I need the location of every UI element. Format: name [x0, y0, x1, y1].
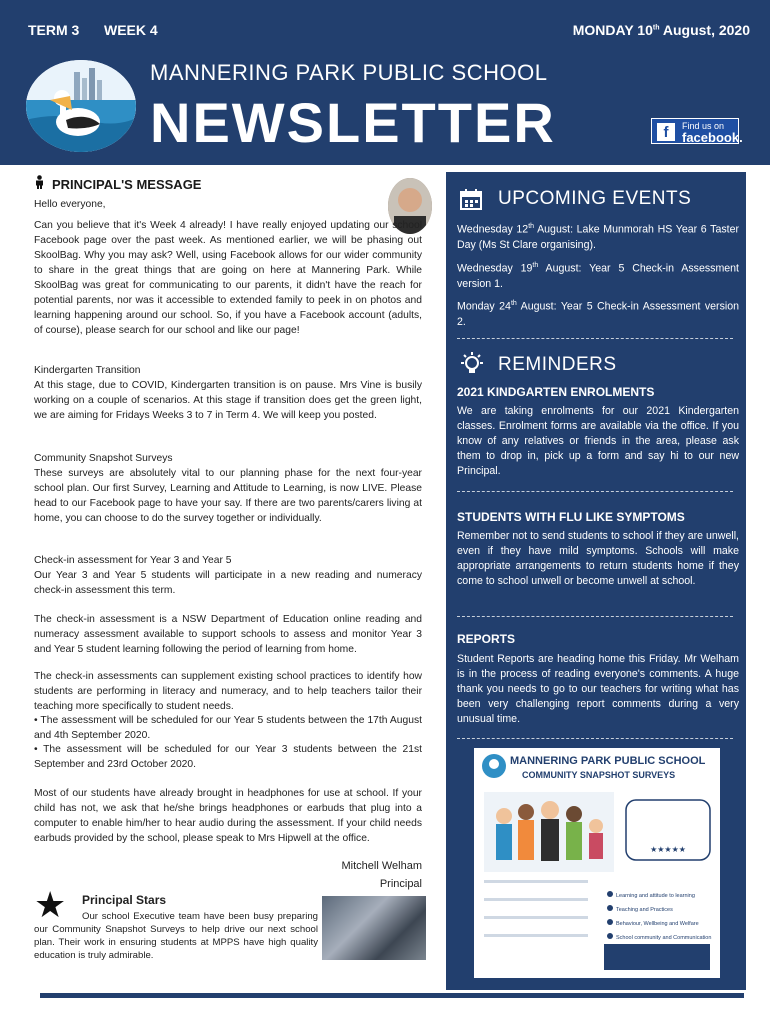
divider	[457, 491, 733, 492]
community-surveys-title: Community Snapshot Surveys	[34, 453, 173, 464]
check-in-title: Check-in assessment for Year 3 and Year 5	[34, 555, 232, 566]
check-in-paragraph-2: The check-in assessment is a NSW Department of Education online reading and numeracy assessment available to support schools to assess and monitor Year 3 and Year 5 student learning following the period of learning from home.	[34, 614, 422, 655]
term-label: TERM 3	[28, 22, 80, 38]
check-in-paragraph-3: The check-in assessments can supplement existing school practices to identify how students are performing in literacy and numeracy, and to help teachers tailor their teaching more specifically to student needs.	[34, 671, 422, 712]
signature-role: Principal	[379, 878, 422, 890]
kinder-enrolments-body: We are taking enrolments for our 2021 Kindergarten classes. Enrolment forms are available via the office. If you know of any relatives or friends in the area, please ask them to drop in, pick up a form and say hi to our new Principal.	[457, 405, 739, 477]
lightbulb-icon	[460, 352, 484, 382]
kindergarten-transition-title: Kindergarten Transition	[34, 365, 141, 376]
person-icon	[34, 175, 46, 192]
facebook-find-us: Find us on	[682, 121, 725, 131]
kindergarten-transition-body: At this stage, due to COVID, Kindergarten transition is on pause. Mrs Vine is busily working on a couple of scenarios. At this stage if transition does get the green light, we are aiming for Fridays Weeks 3 to 7 in Term 4. We will keep you posted.	[34, 380, 422, 421]
footer-rule	[40, 993, 744, 998]
star-icon: ★	[34, 884, 67, 925]
principal-paragraph-1: Can you believe that it's Week 4 already! I have really enjoyed updating our school Facebook page over the past week. As mentioned earlier, we will be phasing out SkoolBag. Why you may ask? Well, using Facebook allows for our wider community to share in the great things that are going on here at Mannering Park. While SkoolBag was great for communicating to our parents, it didn't have the reach for potential parents, nor was it accessible to extended family to peek in on photos and learning happening around our school. So, if you have a Facebook account (adults, of course), please search for our school and like our page!	[34, 220, 422, 336]
check-in-bullet-1: • The assessment will be scheduled for our Year 5 students between the 17th August and 4th September 2020.	[34, 715, 422, 741]
reports-body: Student Reports are heading home this Friday. Mr Welham is in the process of reading everyone's comments. A huge thank you needs to go to our teachers for writing what has been very challenging report comments during a very unusual time.	[457, 653, 739, 725]
check-in-bullet-2: • The assessment will be scheduled for our Year 3 students between the 21st September and 23rd October 2020.	[34, 744, 422, 770]
poster-title: COMMUNITY SNAPSHOT SURVEYS	[522, 770, 676, 780]
executive-team-photo	[322, 896, 426, 960]
reminders-heading: REMINDERS	[498, 354, 617, 375]
poster-topic: Behaviour, Wellbeing and Welfare	[616, 921, 699, 927]
flu-symptoms-body: Remember not to send students to school if they are unwell, even if they have mild symptoms. Schools will make appropriate arrangements to return students home if they come to school unwell or become unwell at school.	[457, 530, 739, 587]
facebook-icon: f	[657, 123, 675, 141]
calendar-icon	[460, 188, 482, 216]
newsletter-title: NEWSLETTER	[150, 91, 556, 154]
event-3: Monday 24th August: Year 5 Check-in Assessment version 2.	[457, 300, 740, 328]
poster-topic: Teaching and Practices	[616, 907, 673, 913]
divider	[457, 616, 733, 617]
reports-title: REPORTS	[457, 632, 516, 646]
principal-heading: PRINCIPAL'S MESSAGE	[34, 175, 201, 192]
principal-greeting: Hello everyone,	[34, 199, 106, 210]
headphones-paragraph: Most of our students have already brought in headphones for use at school. If your child has not, we ask that he/she brings headphones or earbuds that plug into a computer to enable him/her to hear audio during the assessment. If your child needs earbuds provided by the school, please speak to Mrs Hipwell at the office.	[34, 788, 422, 844]
principal-stars-body: Our school Executive team have been busy preparing our Community Snapshot Surveys to help drive our next school plan. Their work in ensuring students at MPPS have high quality education is truly admirable.	[34, 911, 318, 961]
principal-stars-title: Principal Stars	[82, 893, 167, 907]
week-label: WEEK 4	[104, 22, 158, 38]
svg-text:★★★★★: ★★★★★	[650, 845, 686, 854]
divider	[457, 338, 733, 339]
school-name: MANNERING PARK PUBLIC SCHOOL	[150, 60, 548, 85]
upcoming-events-heading: UPCOMING EVENTS	[498, 188, 692, 209]
poster-topic: Learning and attitude to learning	[616, 893, 695, 899]
facebook-wordmark: facebook.	[682, 130, 743, 145]
community-surveys-body: These surveys are absolutely vital to our planning phase for the next four-year school plan. Our first Survey, Learning and Attitude to Learning, is now LIVE. Please head to our Facebook page to have your say. If there are two parents/carers living at home, you can choose to do the survey together or individually.	[34, 468, 422, 524]
event-2: Wednesday 19th August: Year 5 Check-in Assessment version 1.	[457, 262, 740, 290]
signature-name: Mitchell Welham	[341, 860, 422, 872]
flu-symptoms-title: STUDENTS WITH FLU LIKE SYMPTOMS	[457, 510, 685, 524]
check-in-body: Our Year 3 and Year 5 students will participate in a new reading and numeracy check-in assessment this term.	[34, 570, 422, 596]
issue-date: MONDAY 10th August, 2020	[572, 22, 750, 38]
school-logo	[26, 60, 136, 152]
poster-school-name: MANNERING PARK PUBLIC SCHOOL	[510, 755, 706, 767]
divider	[457, 738, 733, 739]
poster-topic: School community and Communication	[616, 935, 712, 941]
poster-topic-list	[616, 889, 711, 945]
facebook-button[interactable]	[651, 118, 743, 145]
event-1: Wednesday 12th August: Lake Munmorah HS Year 6 Taster Day (Ms St Clare organising).	[457, 223, 739, 251]
kinder-enrolments-title: 2021 KINDGARTEN ENROLMENTS	[457, 385, 655, 399]
